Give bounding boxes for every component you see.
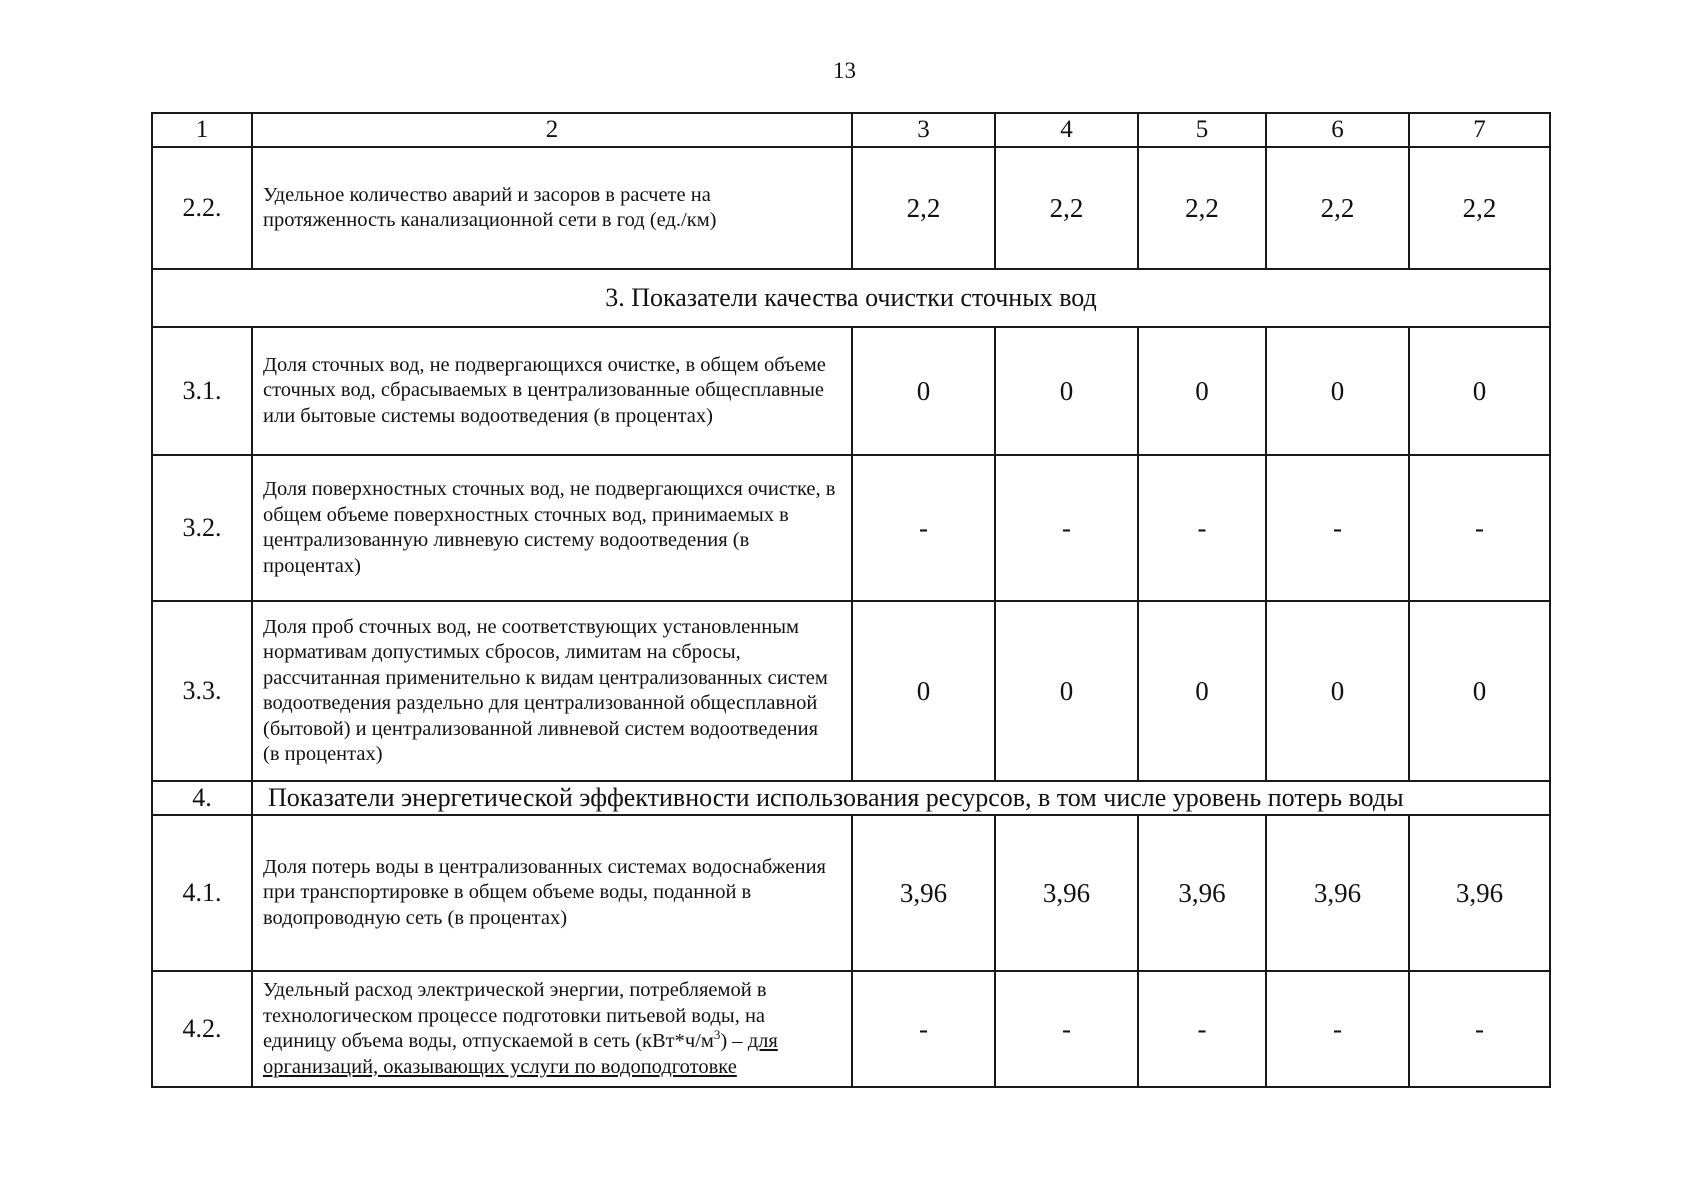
row-number: 4.2. [152, 971, 252, 1087]
row-value: 3,96 [995, 815, 1138, 971]
row-description [252, 971, 852, 1087]
column-header: 1 [152, 113, 252, 147]
row-value: 2,2 [995, 147, 1138, 269]
row-value: 0 [1266, 601, 1409, 781]
row-value: - [1266, 971, 1409, 1087]
row-value: - [995, 971, 1138, 1087]
column-header: 4 [995, 113, 1138, 147]
row-description: Доля потерь воды в централизованных системах водоснабжения при транспортировке в общем объеме воды, поданной в водопроводную сеть (в процентах) [252, 815, 852, 971]
row-value: 0 [995, 327, 1138, 455]
indicators-table [151, 112, 1551, 1088]
column-header: 7 [1409, 113, 1550, 147]
column-header: 3 [852, 113, 995, 147]
table-row [152, 971, 1550, 1087]
column-header: 6 [1266, 113, 1409, 147]
row-value: 2,2 [852, 147, 995, 269]
row-value: 2,2 [1409, 147, 1550, 269]
row-value: - [1266, 455, 1409, 601]
row-value: 0 [1409, 327, 1550, 455]
row-description: Доля поверхностных сточных вод, не подвергающихся очистке, в общем объеме поверхностных сточных вод, принимаемых в централизованную ливневую систему водоотведения (в процентах) [252, 455, 852, 601]
row-value: - [852, 971, 995, 1087]
row-number: 2.2. [152, 147, 252, 269]
column-header: 5 [1138, 113, 1266, 147]
row-value: 3,96 [1138, 815, 1266, 971]
row-value: 2,2 [1138, 147, 1266, 269]
row-value: 0 [1138, 601, 1266, 781]
row-value: 0 [852, 327, 995, 455]
column-header: 2 [252, 113, 852, 147]
row-value: 3,96 [1266, 815, 1409, 971]
page-number: 13 [833, 58, 856, 83]
section-title: Показатели энергетической эффективности использования ресурсов, в том числе уровень потерь воды [252, 781, 1550, 815]
section-title: 3. Показатели качества очистки сточных вод [152, 269, 1550, 327]
section-number: 4. [152, 781, 252, 815]
row-value: - [1138, 455, 1266, 601]
row-number: 3.3. [152, 601, 252, 781]
table-row [152, 815, 1550, 971]
row-value: 3,96 [1409, 815, 1550, 971]
row-value: - [1138, 971, 1266, 1087]
row-description: Удельное количество аварий и засоров в расчете на протяженность канализационной сети в год (ед./км) [252, 147, 852, 269]
row-value: 0 [1409, 601, 1550, 781]
section-header-row [152, 269, 1550, 327]
row-number: 3.1. [152, 327, 252, 455]
row-description: Доля проб сточных вод, не соответствующих установленным нормативам допустимых сбросов, лимитам на сбросы, рассчитанная применительно к видам централизованных систем водоотведения раздельно для централизованной общесплавной (бытовой) и централизованной ливневой систем водоотведения (в процентах) [252, 601, 852, 781]
row-value: - [1409, 971, 1550, 1087]
section-header-row [152, 781, 1550, 815]
column-number-row [152, 113, 1550, 147]
row-value: - [995, 455, 1138, 601]
row-value: 0 [1138, 327, 1266, 455]
row-value: 3,96 [852, 815, 995, 971]
underlined-note: для организаций, оказывающих услуги по водоподготовке [263, 1030, 778, 1078]
table-row [152, 455, 1550, 601]
row-description: Доля сточных вод, не подвергающихся очистке, в общем объеме сточных вод, сбрасываемых в централизованные общесплавные или бытовые системы водоотведения (в процентах) [252, 327, 852, 455]
row-value: 0 [995, 601, 1138, 781]
row-description-text: Удельный расход электрической энергии, потребляемой в технологическом процессе подготовки питьевой воды, на единицу объема воды, отпускаемой в сеть (кВт*ч/м [263, 979, 767, 1052]
row-value: - [1409, 455, 1550, 601]
row-value: 0 [1266, 327, 1409, 455]
row-number: 3.2. [152, 455, 252, 601]
row-number: 4.1. [152, 815, 252, 971]
row-description-text: ) – [720, 1030, 748, 1052]
table-row [152, 601, 1550, 781]
superscript: 3 [713, 1027, 721, 1043]
row-value: 0 [852, 601, 995, 781]
table-row [152, 327, 1550, 455]
row-value: 2,2 [1266, 147, 1409, 269]
table-row [152, 147, 1550, 269]
row-value: - [852, 455, 995, 601]
